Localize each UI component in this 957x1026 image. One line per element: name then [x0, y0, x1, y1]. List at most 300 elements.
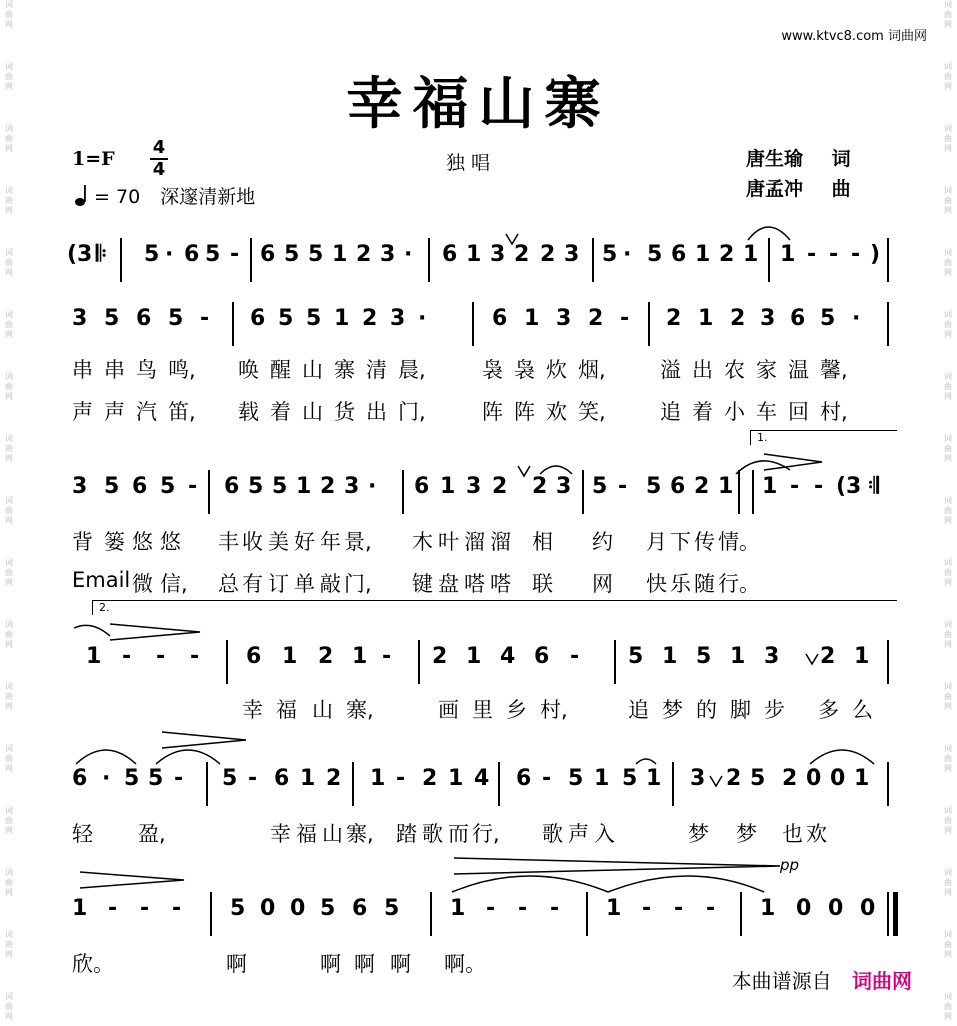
score-note: 1 [370, 766, 386, 791]
score-note: - [706, 896, 716, 921]
lyric-line [62, 818, 892, 846]
score-note: 2 [326, 766, 342, 791]
lyric-word: 丰 [218, 530, 239, 554]
score-note: - [140, 896, 150, 921]
score-note: - [172, 896, 182, 921]
lyric-word: 也 [782, 822, 803, 846]
score-note: - [620, 306, 630, 331]
score-note: - [851, 242, 861, 267]
lyric-word: 声 [568, 822, 589, 846]
score-note: 1 [695, 242, 711, 267]
score-note: 3 [466, 474, 482, 499]
lyric-word: 醒 [270, 358, 291, 382]
lyric-word: 网 [592, 572, 613, 596]
lyric-word: 微 [132, 572, 153, 596]
bar-line [232, 302, 234, 346]
score-note: 1 [780, 242, 796, 267]
score-note: 5 [144, 242, 160, 267]
watermark-text: 词 曲 网 [944, 682, 952, 711]
score-note: 2 [356, 242, 372, 267]
watermark-text: 词 曲 网 [5, 248, 13, 277]
score-note: 5 [160, 474, 176, 499]
lyric-word: 悠 [160, 530, 181, 554]
score-note: 5 [104, 474, 120, 499]
lyric-word: 月 [646, 530, 667, 554]
lyric-word: 嗒 [464, 572, 485, 596]
lyric-word: 车 [756, 400, 777, 424]
watermark-text: 词 曲 网 [5, 806, 13, 835]
lyric-word: 啊 [354, 952, 375, 976]
score-note: 5 [320, 896, 336, 921]
score-note: 6 [442, 242, 458, 267]
lyric-word: 幸 [270, 822, 291, 846]
score-note: 5 [284, 242, 300, 267]
score-note: 2 [730, 306, 746, 331]
lyric-word: 啊 [226, 952, 247, 976]
score-note: 5 [278, 306, 294, 331]
score-note: 5 [622, 766, 638, 791]
bar-line [887, 302, 889, 346]
lyric-word: 唤 [238, 358, 259, 382]
lyric-word: 着 [270, 400, 291, 424]
score-note: 1 [334, 306, 350, 331]
score-note: 6 [274, 766, 290, 791]
score-note: 3 [564, 242, 580, 267]
watermark-text: 词 曲 网 [5, 124, 13, 153]
score-note: 1 [646, 766, 662, 791]
lyric-word: 货 [334, 400, 355, 424]
score-note: 5 [230, 896, 246, 921]
bar-line [428, 238, 430, 282]
lyric-word: 汽 [136, 400, 157, 424]
lyric-word: 键 [412, 572, 433, 596]
site-url: www.ktvc8.com [781, 29, 884, 44]
lyric-word: 炊 [546, 358, 567, 382]
lyric-word: 出 [692, 358, 713, 382]
score-note: 1 [730, 644, 746, 669]
bar-line [768, 238, 770, 282]
watermark-text: 词 曲 网 [944, 186, 952, 215]
watermark-text: 词 曲 网 [5, 372, 13, 401]
score-note: - [174, 766, 184, 791]
score-note: 6 [184, 242, 200, 267]
tempo-value: = 70 [94, 186, 141, 208]
score-note: 5 [124, 766, 140, 791]
lyric-word: 家 [756, 358, 777, 382]
score-note: 2 [588, 306, 604, 331]
bar-line [402, 470, 404, 514]
score-note: 2 [492, 474, 508, 499]
score-note: - [790, 474, 800, 499]
lyric-word: 单 [294, 572, 315, 596]
lyric-word: 村, [820, 400, 848, 424]
lyric-word: 梦 [736, 822, 757, 846]
score-note: 3 [390, 306, 406, 331]
lyric-word: 多 [818, 698, 839, 722]
time-signature [150, 138, 168, 180]
volta-2 [92, 600, 897, 615]
lyric-word: 行, [472, 822, 500, 846]
lyric-word: 声 [72, 400, 93, 424]
lyric-word: 脚 [730, 698, 751, 722]
lyric-word: 悠 [132, 530, 153, 554]
lyric-word: 鸟 [136, 358, 157, 382]
watermark-text: 词 曲 网 [5, 310, 13, 339]
watermark-text: 词 曲 网 [944, 124, 952, 153]
score-note: 5 [306, 306, 322, 331]
bar-line [740, 892, 742, 936]
bar-line [250, 238, 252, 282]
score-note: 3 [344, 474, 360, 499]
score-note: 6 [260, 242, 276, 267]
score-note: 1 [466, 242, 482, 267]
lyric-word: 幸 [242, 698, 263, 722]
lyric-word: 门, [398, 400, 426, 424]
score-note: 1 [332, 242, 348, 267]
score-note: 2 [318, 644, 334, 669]
composer-name: 唐孟冲 [746, 178, 804, 200]
score-note: - [382, 644, 392, 669]
lyric-word: 收 [242, 530, 263, 554]
score-line [62, 238, 892, 308]
lyric-word: 总 [218, 572, 239, 596]
lyric-word: 传 [694, 530, 715, 554]
bar-line [752, 470, 754, 514]
lyric-word: 下 [670, 530, 691, 554]
score-note: 1 [743, 242, 759, 267]
score-note: 5 [750, 766, 766, 791]
score-note: 1 [662, 644, 678, 669]
watermark-text: 词 曲 网 [5, 558, 13, 587]
lyric-word: 山 [302, 400, 323, 424]
score-note: 1 [440, 474, 456, 499]
bar-line [738, 470, 740, 514]
source-prefix: 本曲谱源自 [731, 969, 832, 993]
score-note: 3 [72, 474, 88, 499]
score-note: 1 [718, 474, 734, 499]
lyric-word: 盘 [438, 572, 459, 596]
watermark-text: 词 曲 网 [944, 372, 952, 401]
score-note: 3 [72, 306, 88, 331]
bar-line [430, 892, 432, 936]
lyric-word: 背 [72, 530, 93, 554]
score-note: 1 [524, 306, 540, 331]
score-note: 6 [492, 306, 508, 331]
bar-line [887, 762, 889, 806]
score-note: 0 [830, 766, 846, 791]
score-note: · [165, 242, 174, 267]
lyric-word: 有 [242, 572, 263, 596]
lyric-word: 约 [592, 530, 613, 554]
bar-line [648, 302, 650, 346]
score-note: 5 [820, 306, 836, 331]
lyric-word: 歌 [422, 822, 443, 846]
lyric-word: 寨, [346, 698, 374, 722]
score-note: 6 [72, 766, 88, 791]
time-denominator: 4 [152, 159, 166, 180]
score-note: 2 [726, 766, 742, 791]
watermark-text: 词 曲 网 [944, 62, 952, 91]
score-note: 3 [764, 644, 780, 669]
lyric-word: 欢 [806, 822, 827, 846]
score-note: 5 [205, 242, 221, 267]
watermark-text: 词 曲 网 [944, 744, 952, 773]
lyric-word: 出 [366, 400, 387, 424]
score-note: 2 [320, 474, 336, 499]
score-note: 5 [602, 242, 618, 267]
lyric-word: 山 [322, 822, 343, 846]
watermark-text: 词 曲 网 [944, 248, 952, 277]
score-note: - [829, 242, 839, 267]
expression-text: 深邃清新地 [160, 186, 256, 208]
bar-line [586, 892, 588, 936]
crescendo-wedge [80, 872, 184, 888]
lyric-word: 笑, [578, 400, 606, 424]
watermark-text: 词 曲 网 [5, 682, 13, 711]
score-note: 3 [760, 306, 776, 331]
slur [608, 876, 764, 892]
watermark-text: 词 曲 网 [5, 930, 13, 959]
lyric-word: 晨, [398, 358, 426, 382]
score-note: 1 [352, 644, 368, 669]
lyricist-credit [746, 144, 851, 171]
score-note: 2 [820, 644, 836, 669]
source-credit [732, 965, 912, 994]
lyric-word: 随 [694, 572, 715, 596]
watermark-text: 词 曲 网 [944, 558, 952, 587]
score-note: - [518, 896, 528, 921]
lyric-word: 叶 [438, 530, 459, 554]
lyric-word: 农 [724, 358, 745, 382]
quarter-note-icon [74, 183, 88, 207]
score-note: 5 [646, 474, 662, 499]
score-note: - [814, 474, 824, 499]
score-note: 5 [104, 306, 120, 331]
bar-line [208, 470, 210, 514]
performance-type: 独 唱 [446, 152, 491, 174]
score-note: 6 [352, 896, 368, 921]
bar-line [498, 762, 500, 806]
lyric-word: 阵 [482, 400, 503, 424]
score-note: · [404, 242, 413, 267]
lyric-word: 篓 [104, 530, 125, 554]
score-note: 0 [806, 766, 822, 791]
lyric-word: Email [72, 568, 131, 592]
watermark-text: 词 曲 网 [944, 992, 952, 1021]
lyric-word: 温 [788, 358, 809, 382]
score-note: 6 [790, 306, 806, 331]
watermark-text: 词 曲 网 [944, 868, 952, 897]
score-note: 2 [532, 474, 548, 499]
bar-line [582, 470, 584, 514]
slur [452, 876, 608, 892]
lyric-word: 踏 [396, 822, 417, 846]
dynamic-pp: pp [780, 856, 800, 874]
lyric-word: 敲 [320, 572, 341, 596]
lyric-word: 美 [268, 530, 289, 554]
crescendo-wedge [162, 732, 246, 748]
score-note: 6 [224, 474, 240, 499]
score-note: 4 [474, 766, 490, 791]
score-note: · [102, 766, 111, 791]
lyric-word: 欢 [546, 400, 567, 424]
score-note: 0 [828, 896, 844, 921]
score-note: - [486, 896, 496, 921]
decrescendo-wedge [454, 858, 780, 874]
score-note: - [122, 644, 132, 669]
lyric-word: 烟, [578, 358, 606, 382]
score-note: - [642, 896, 652, 921]
lyric-word: 歌 [542, 822, 563, 846]
watermark-text: 词 曲 网 [5, 62, 13, 91]
score-note: (3 [836, 474, 862, 499]
bar-line [352, 762, 354, 806]
score-note: · [623, 242, 632, 267]
score-note: - [188, 474, 198, 499]
score-note: 𝄇 [868, 474, 879, 499]
lyric-word: 而 [448, 822, 469, 846]
lyric-word: 啊 [390, 952, 411, 976]
score-note: - [190, 644, 200, 669]
bar-line [418, 640, 420, 684]
crescendo-wedge [764, 454, 822, 470]
score-note: 1 [762, 474, 778, 499]
score-note: 2 [540, 242, 556, 267]
score-note: 6 [246, 644, 262, 669]
score-note: 0 [796, 896, 812, 921]
source-brand: 词曲网 [852, 969, 912, 993]
key-text: 1=F [72, 148, 115, 170]
watermark-text: 词 曲 网 [944, 434, 952, 463]
lyric-word: 年 [320, 530, 341, 554]
lyric-word: 追 [628, 698, 649, 722]
lyric-word: 山 [312, 698, 333, 722]
score-note: 5 [696, 644, 712, 669]
lyric-word: 欣。 [72, 952, 114, 976]
score-note: 1 [466, 644, 482, 669]
lyric-word: 载 [238, 400, 259, 424]
score-note: (3 [67, 242, 93, 267]
watermark-text: 词 曲 网 [5, 744, 13, 773]
lyric-word: 乐 [670, 572, 691, 596]
lyric-word: 轻 [72, 822, 93, 846]
bar-line [472, 302, 474, 346]
lyric-word: 啊 [320, 952, 341, 976]
score-note: 5 [308, 242, 324, 267]
score-note: 1 [854, 766, 870, 791]
score-note: 1 [72, 896, 88, 921]
score-note: 5 [647, 242, 663, 267]
final-bar-line [893, 892, 898, 936]
lyric-word: 画 [438, 698, 459, 722]
lyric-word: 回 [788, 400, 809, 424]
score-note: - [542, 766, 552, 791]
lyric-word: 行。 [718, 572, 760, 596]
score-note: - [200, 306, 210, 331]
lyric-word: 的 [696, 698, 717, 722]
composer-credit [746, 174, 851, 201]
volta-2-label: 2. [99, 601, 110, 614]
lyric-line [62, 396, 892, 424]
key-signature [72, 148, 115, 170]
score-note: - [618, 474, 628, 499]
lyric-word: 着 [692, 400, 713, 424]
volta-1 [750, 430, 897, 445]
bar-line [206, 762, 208, 806]
score-note: 2 [666, 306, 682, 331]
tempo-marking [74, 182, 255, 209]
watermark-text: 词 曲 网 [944, 806, 952, 835]
score-note: 6 [132, 474, 148, 499]
score-note: 1 [282, 644, 298, 669]
site-name: 词曲网 [887, 29, 927, 44]
score-note: ) [870, 242, 881, 267]
lyric-word: 福 [276, 698, 297, 722]
lyric-word: 木 [412, 530, 433, 554]
score-note: 6 [671, 242, 687, 267]
lyric-word: 步 [764, 698, 785, 722]
bar-line [887, 892, 889, 936]
lyric-word: 梦 [688, 822, 709, 846]
score-note: 3 [690, 766, 706, 791]
score-note: - [570, 644, 580, 669]
score-note: 1 [300, 766, 316, 791]
watermark-text: 词 曲 网 [944, 310, 952, 339]
lyric-word: 相 [532, 530, 553, 554]
watermark-text: 词 曲 网 [944, 620, 952, 649]
lyric-word: 溜 [464, 530, 485, 554]
score-note: 2 [362, 306, 378, 331]
lyric-line [62, 694, 892, 722]
watermark-text: 词 曲 网 [5, 620, 13, 649]
bar-line [887, 640, 889, 684]
watermark-text: 词 曲 网 [5, 868, 13, 897]
lyric-word: 乡 [506, 698, 527, 722]
score-note: 0 [260, 896, 276, 921]
lyric-word: 清 [366, 358, 387, 382]
lyric-line [62, 568, 892, 596]
score-note: 5 [248, 474, 264, 499]
bar-line [226, 640, 228, 684]
song-title: 幸福山寨 [346, 71, 611, 137]
lyric-word: 寨, [346, 822, 374, 846]
score-note: 5 [272, 474, 288, 499]
score-note: 1 [450, 896, 466, 921]
lyricist-name: 唐生瑜 [746, 148, 804, 170]
lyric-word: 阵 [514, 400, 535, 424]
score-note: 3 [490, 242, 506, 267]
score-note: 0 [860, 896, 876, 921]
lyric-word: 嗒 [490, 572, 511, 596]
watermark-text: 词 曲 网 [5, 434, 13, 463]
score-note: 1 [594, 766, 610, 791]
lyric-word: 订 [268, 572, 289, 596]
lyric-word: 啊。 [444, 952, 486, 976]
score-note: 1 [86, 644, 102, 669]
lyric-word: 小 [724, 400, 745, 424]
lyric-word: 村, [540, 698, 568, 722]
bar-line [614, 640, 616, 684]
score-note: - [230, 242, 240, 267]
slur [74, 625, 110, 636]
score-note: 1 [296, 474, 312, 499]
score-note: 2 [422, 766, 438, 791]
lyric-word: 福 [296, 822, 317, 846]
lyric-word: 鸣, [168, 358, 196, 382]
lyric-word: 景, [344, 530, 372, 554]
watermark-text: 词 曲 网 [944, 0, 952, 29]
score-note: - [156, 644, 166, 669]
